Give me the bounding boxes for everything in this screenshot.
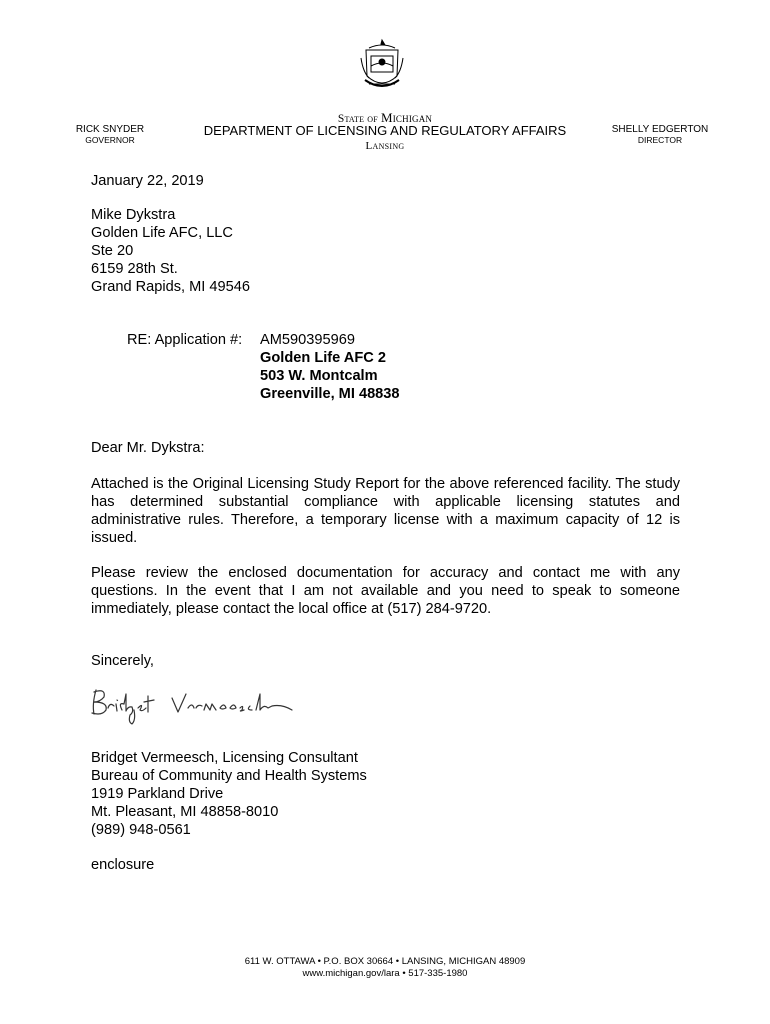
director-block — [598, 124, 722, 145]
governor-title: GOVERNOR — [85, 135, 135, 145]
handwritten-signature — [88, 680, 298, 728]
director-name: SHELLY EDGERTON — [611, 124, 709, 135]
re-values — [260, 331, 400, 403]
city-name: Lansing — [365, 140, 405, 152]
salutation: Dear Mr. Dykstra: — [91, 440, 205, 456]
director-title: DIRECTOR — [637, 135, 683, 145]
closing: Sincerely, — [91, 653, 154, 669]
footer-contact: www.michigan.gov/lara • 517-335-1980 — [302, 968, 468, 979]
recipient-line: Mike Dykstra — [91, 207, 176, 223]
signer-line: Bureau of Community and Health Systems — [91, 768, 367, 784]
michigan-state-seal-icon — [357, 36, 407, 96]
recipient-line: 6159 28th St. — [91, 261, 178, 277]
state-name: Michigan — [380, 110, 433, 125]
recipient-line: Ste 20 — [91, 243, 134, 259]
signer-line: 1919 Parkland Drive — [91, 786, 224, 802]
footer — [0, 956, 770, 980]
letter-date: January 22, 2019 — [91, 173, 204, 189]
signer-line: Bridget Vermeesch, Licensing Consultant — [91, 750, 358, 766]
recipient-line: Grand Rapids, MI 49546 — [91, 279, 250, 295]
footer-address: 611 W. OTTAWA • P.O. BOX 30664 • LANSING, MICHIGAN 48909 — [244, 956, 526, 967]
facility-name: Golden Life AFC 2 — [260, 350, 386, 366]
enclosure-note: enclosure — [91, 857, 155, 873]
state-prefix: State of — [337, 113, 381, 125]
recipient-address — [91, 206, 250, 296]
body-paragraph: Please review the enclosed documentation for accuracy and contact me with any questions. In the event that I am not available and you need to speak to someone immediately, please contact the local office at (517) 284-9720. — [91, 565, 680, 617]
recipient-line: Golden Life AFC, LLC — [91, 225, 233, 241]
governor-block — [62, 124, 158, 145]
facility-street: 503 W. Montcalm — [260, 368, 378, 384]
application-number: AM590395969 — [260, 332, 355, 348]
department-name: DEPARTMENT OF LICENSING AND REGULATORY AFFAIRS — [203, 123, 567, 138]
signer-block — [91, 749, 367, 839]
facility-city: Greenville, MI 48838 — [260, 386, 400, 402]
signer-line: (989) 948-0561 — [91, 822, 191, 838]
re-label: RE: Application #: — [127, 332, 243, 348]
body-paragraph: Attached is the Original Licensing Study Report for the above referenced facility. The study has determined substantial compliance with applicable licensing statutes and administrative rules. Therefore, a temporary license with a maximum capacity of 12 is issued. — [91, 476, 680, 546]
governor-name: RICK SNYDER — [75, 124, 145, 135]
signer-line: Mt. Pleasant, MI 48858-8010 — [91, 804, 279, 820]
